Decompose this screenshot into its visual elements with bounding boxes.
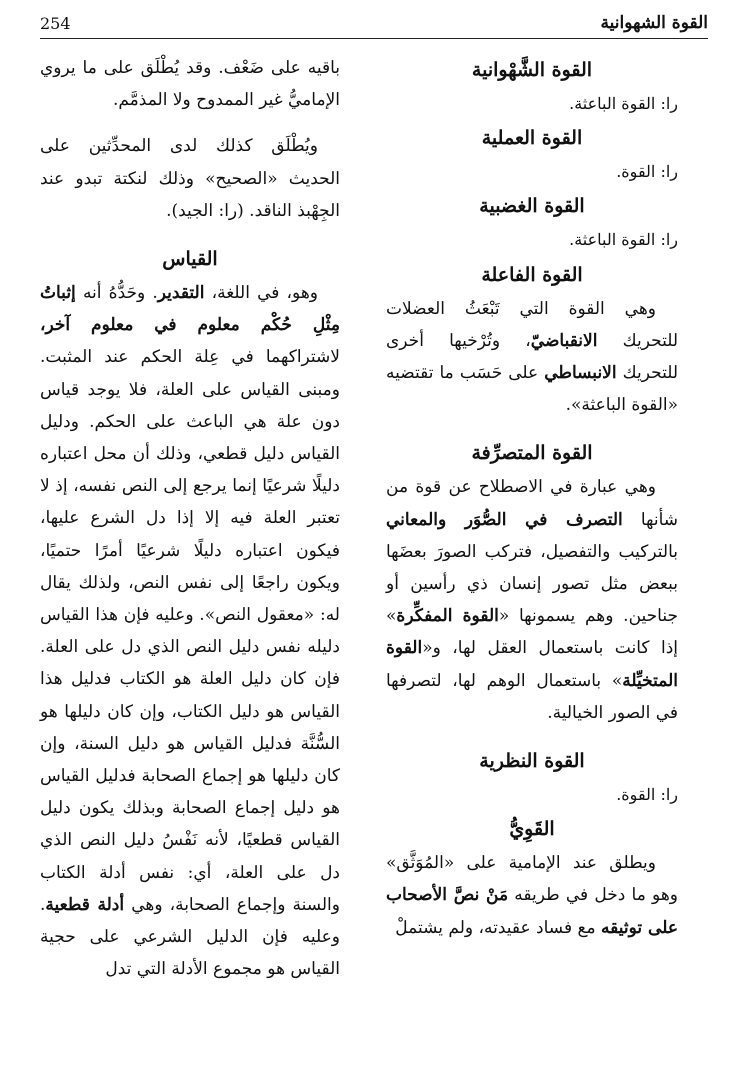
entry-reference: را: القوة.: [616, 785, 678, 805]
left-column: [40, 52, 340, 985]
entry-title-qawi: القَوِيُّ: [509, 818, 555, 841]
entry-reference: را: القوة.: [616, 162, 678, 182]
bold-term: التصرف في الصُّوَر والمعاني: [386, 509, 623, 530]
body-text: بالتركيب والتفصيل، فتركب الصورَ بعضَها ببعض مثل تصور إنسان ذي رأسين أو جناحين. وهم يسمونها «: [386, 541, 678, 627]
body-text: . وحَدُّهُ أنه: [82, 283, 158, 304]
entry-title-amaliya: القوة العملية: [481, 127, 583, 150]
entry-body-mutasarrifa: [386, 471, 678, 729]
body-text: وهي القوة التي تَبْعَثُ العضلات للتحريك: [386, 298, 679, 351]
entry-title-nazariya: القوة النظرية: [479, 750, 585, 773]
body-text: » باستعمال الوهم لها، لتصرفها في الصور الخيالية.: [386, 670, 678, 723]
entry-title-ghadabiya: القوة الغضبية: [479, 195, 585, 218]
bold-term: الانبساطي: [544, 363, 617, 384]
body-text: » إذا كانت باستعمال العقل لها، و«: [386, 606, 678, 659]
page-number: 254: [40, 13, 71, 33]
entry-title-faila: القوة الفاعلة: [481, 263, 583, 286]
body-text: وهو، في اللغة،: [211, 283, 318, 304]
continued-paragraph: باقيه على ضَعْف. وقد يُطْلَق على ما يروي الإماميُّ غير الممدوح ولا المذمَّم.: [40, 58, 340, 111]
bold-term: التقدير: [157, 283, 205, 304]
entry-body-qawi: [386, 847, 678, 944]
body-text: ، وتُرْخيها أخرى للتحريك: [386, 330, 679, 384]
bold-term: القوة المفكِّرة: [396, 606, 499, 627]
body-text: . وعليه فإن الدليل الشرعي على حجية القياس هو مجموع الأدلة التي تدل: [40, 894, 340, 980]
entry-reference: را: القوة الباعثة.: [569, 94, 678, 113]
running-title: القوة الشهوانية: [600, 13, 708, 33]
page-header: [40, 8, 708, 39]
entry-title-mutasarrifa: القوة المتصرِّفة: [471, 442, 593, 465]
bold-term: الانقباضيّ: [530, 330, 598, 351]
entry-reference: را: القوة الباعثة.: [569, 230, 678, 250]
body-text: وهي عبارة في الاصطلاح عن قوة من شأنها: [386, 477, 679, 530]
bold-term: مَنْ نصَّ الأصحاب على توثيقه: [386, 885, 678, 938]
bold-term: القوة المتخيِّلة: [386, 638, 678, 691]
body-text: على حَسَب ما تقتضيه «القوة الباعثة».: [386, 363, 678, 416]
right-column: [386, 52, 678, 944]
entry-title-shahwaniya: القوة الشَّهْوانية: [471, 59, 593, 81]
body-text: مع فساد عقيدته، ولم يشتملْ: [395, 917, 596, 938]
paragraph-sahih: ويُطْلَق كذلك لدى المحدِّثين على الحديث «الصحيح» وذلك لنكتة تبدو عند الجِهْبذ الناقد. (را: الجيد).: [40, 136, 340, 221]
body-text: لاشتراكهما في عِلة الحكم عند المثبت. ومبنى القياس على العلة، فلا يوجد قياس دون علة هي الباعث على الحكم. ودليل القياس دليل قطعي، وذلك أن محل اعتباره دليلًا شرعيًا إنما يرجع إلى النص نفسه، إذ لا تعتبر العلة فيه إلا إذا دل الشرع عليها، فيكون اعتباره دليلًا شرعيًا أمرًا حتميًا، ويكون راجعًا إلى نفس النص، ولذلك يقال له: «معقول النص». وعليه فإن هذا القياس دليله نفس دليل النص الذي دل على العلة. فإن كان دليل العلة هو الكتاب فدليل هذا القياس هو دليل الكتاب، وإن كان دليلها هو السُّنَّة فدليل القياس هو دليل السنة، وإن كان دليلها هو إجماع الصحابة فدليل القياس هو دليل إجماع الصحابة وبذلك يكون دليل القياس قطعيًا، لأنه نَفْسُ دليل النص الذي دل على العلة، أي: نفس أدلة الكتاب والسنة وإجماع الصحابة، وهي: [40, 347, 340, 915]
entry-body-qiyas: [40, 277, 340, 985]
bold-term: أدلة قطعية: [45, 894, 125, 915]
body-text: ويطلق عند الإمامية على «المُوَثَّق» وهو ما دخل في طريقه: [386, 853, 679, 906]
bold-definition: إثباتُ مِثْلِ حُكْم معلوم في معلوم آخر،: [40, 283, 340, 336]
entry-body-faila: [386, 293, 678, 422]
entry-title-qiyas: القياس: [162, 248, 218, 271]
